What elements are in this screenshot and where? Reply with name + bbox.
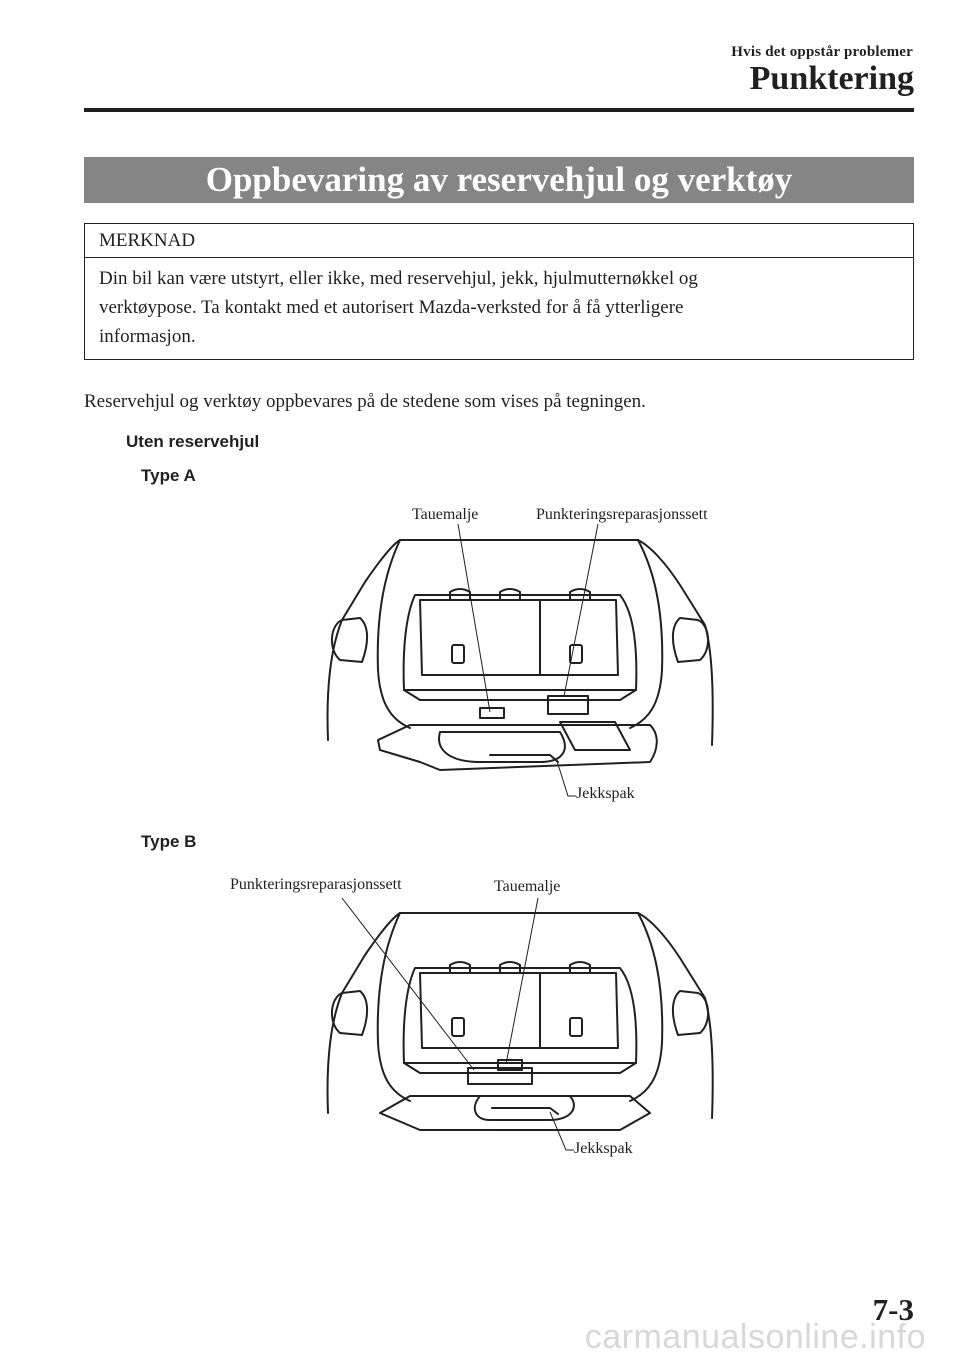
trunk-illustration-type-a xyxy=(320,500,720,800)
label-repair-kit-a: Punkteringsreparasjonssett xyxy=(536,506,708,523)
note-body xyxy=(85,258,913,359)
section-title: Punktering xyxy=(749,60,914,97)
note-heading: MERKNAD xyxy=(85,224,913,258)
label-jack-lever-b: Jekkspak xyxy=(574,1140,633,1157)
trunk-illustration-type-b xyxy=(230,868,720,1168)
chapter-label: Hvis det oppstår problemer xyxy=(731,44,913,60)
note-line: verktøypose. Ta kontakt med et autorisert Mazda-verksted for å få ytterligere xyxy=(99,297,684,318)
figure-type-b xyxy=(230,868,720,1168)
note-box xyxy=(84,223,914,360)
header-rule xyxy=(84,108,914,112)
label-jack-lever-a: Jekkspak xyxy=(576,785,635,802)
label-repair-kit-b: Punkteringsreparasjonssett xyxy=(230,876,402,893)
page-number: 7-3 xyxy=(872,1292,914,1327)
intro-paragraph: Reservehjul og verktøy oppbevares på de stedene som vises på tegningen. xyxy=(84,391,646,412)
page-title-banner: Oppbevaring av reservehjul og verktøy xyxy=(84,157,914,203)
figure-type-a xyxy=(320,500,720,800)
note-line: Din bil kan være utstyrt, eller ikke, med reservehjul, jekk, hjulmutternøkkel og xyxy=(99,268,698,289)
subsection-heading: Uten reservehjul xyxy=(126,432,260,451)
type-a-heading: Type A xyxy=(141,466,196,485)
label-tow-hook-b: Tauemalje xyxy=(494,878,561,895)
note-line: informasjon. xyxy=(99,326,196,347)
type-b-heading: Type B xyxy=(141,832,197,851)
label-tow-hook-a: Tauemalje xyxy=(412,506,479,523)
watermark: carmanualsonline.info xyxy=(584,1318,926,1356)
